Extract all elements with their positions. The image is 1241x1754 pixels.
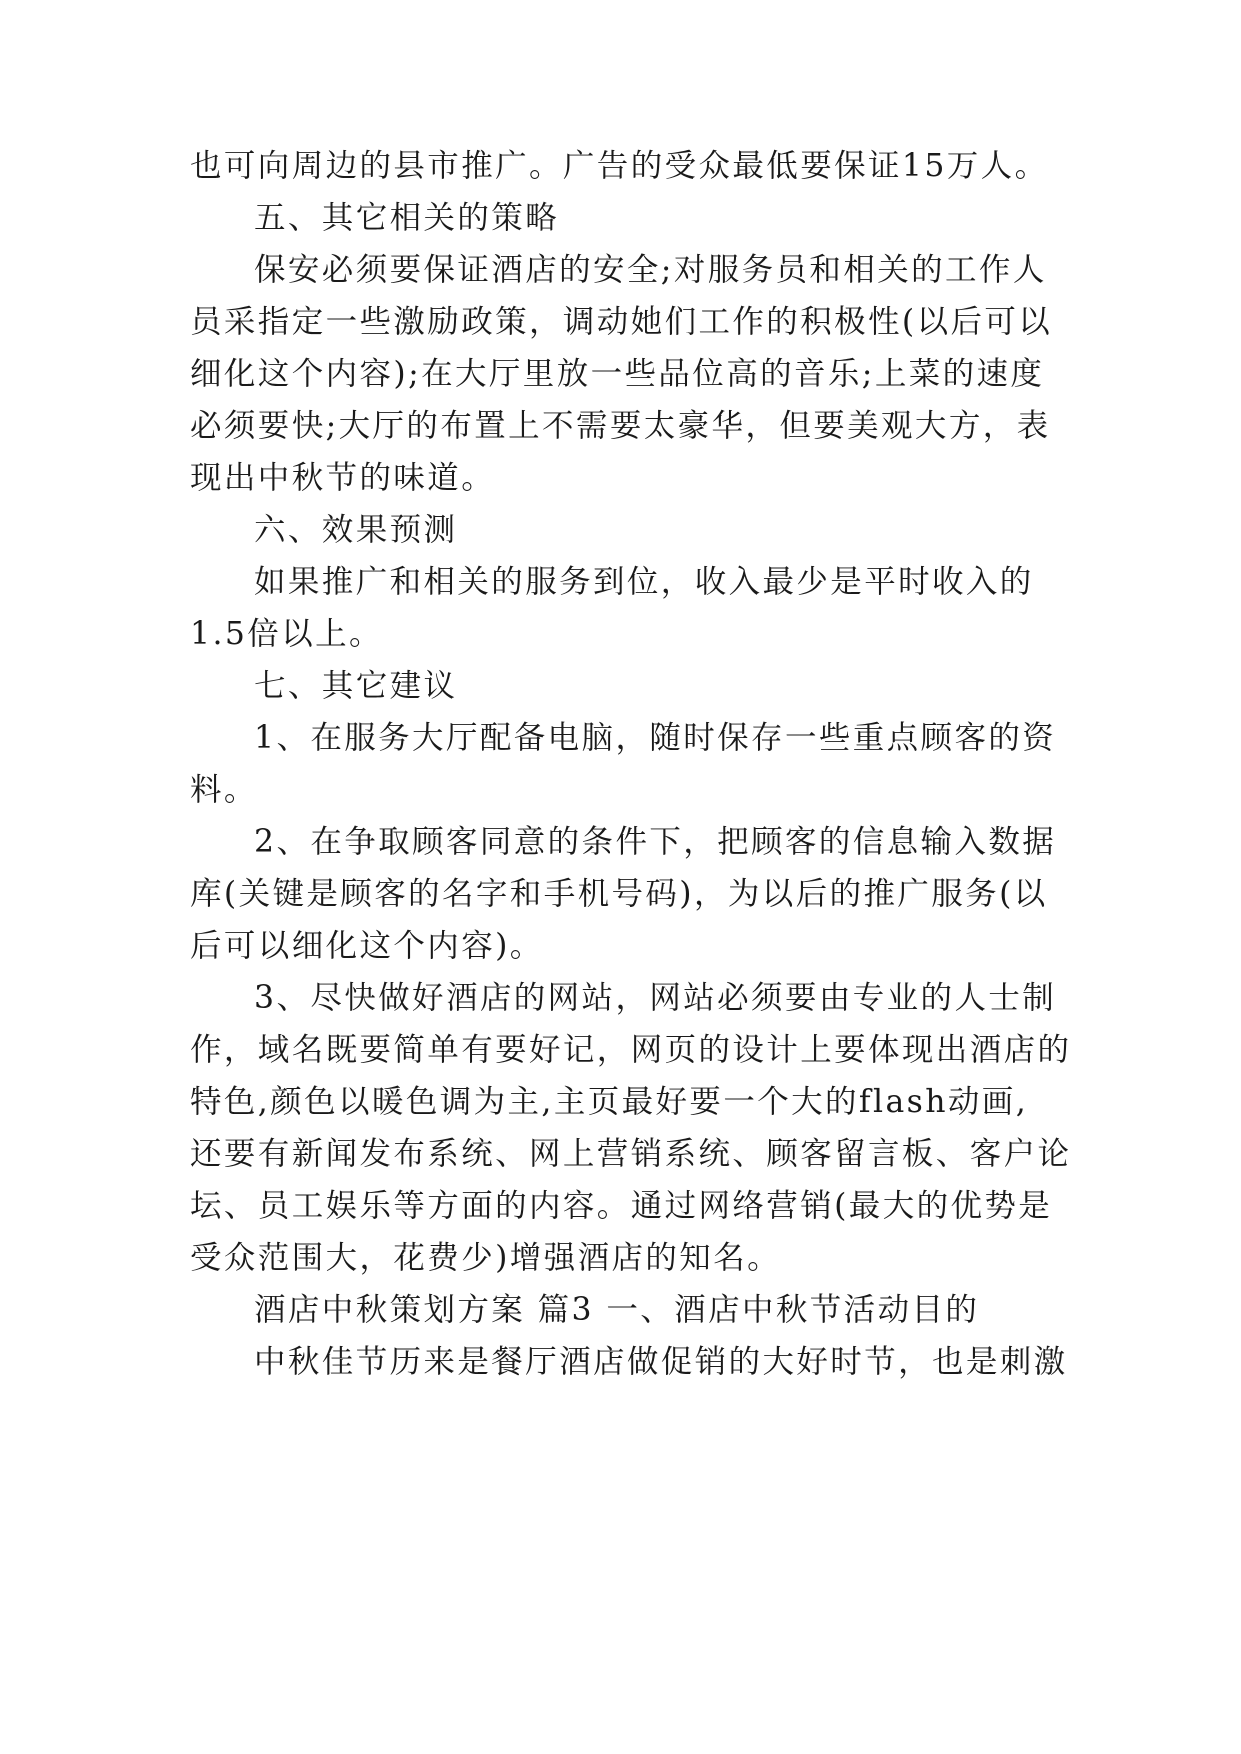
section-heading: 七、其它建议: [254, 668, 458, 704]
paragraph-line: 2、在争取顾客同意的条件下，把顾客的信息输入数据: [254, 824, 1057, 860]
section-heading: 酒店中秋策划方案 篇3 一、酒店中秋节活动目的: [254, 1292, 980, 1328]
document-page: [190, 0, 1070, 1754]
paragraph-line: 后可以细化这个内容)。: [190, 928, 544, 964]
paragraph-line: 1、在服务大厅配备电脑，随时保存一些重点顾客的资: [254, 720, 1057, 756]
section-heading: 五、其它相关的策略: [254, 200, 560, 236]
section-heading: 六、效果预测: [254, 512, 458, 548]
paragraph-line: 现出中秋节的味道。: [190, 460, 496, 496]
paragraph-line: 特色,颜色以暖色调为主,主页最好要一个大的flash动画,: [190, 1084, 1029, 1120]
paragraph-line: 还要有新闻发布系统、网上营销系统、顾客留言板、客户论: [190, 1136, 1072, 1172]
paragraph-line: 员采指定一些激励政策，调动她们工作的积极性(以后可以: [190, 304, 1053, 340]
paragraph-line: 作，域名既要简单有要好记，网页的设计上要体现出酒店的: [190, 1032, 1072, 1068]
paragraph-line: 必须要快;大厅的布置上不需要太豪华，但要美观大方，表: [190, 408, 1051, 444]
paragraph-line: 如果推广和相关的服务到位，收入最少是平时收入的: [254, 564, 1034, 600]
paragraph-line: 坛、员工娱乐等方面的内容。通过网络营销(最大的优势是: [190, 1188, 1053, 1224]
paragraph-line: 受众范围大，花费少)增强酒店的知名。: [190, 1240, 781, 1276]
paragraph-line: 3、尽快做好酒店的网站，网站必须要由专业的人士制: [254, 980, 1057, 1016]
paragraph-line: 细化这个内容);在大厅里放一些品位高的音乐;上菜的速度: [190, 356, 1045, 392]
paragraph-line: 中秋佳节历来是餐厅酒店做促销的大好时节，也是刺激: [254, 1344, 1068, 1380]
paragraph-line: 1.5倍以上。: [190, 616, 383, 652]
paragraph-line: 料。: [190, 772, 258, 808]
paragraph-line: 保安必须要保证酒店的安全;对服务员和相关的工作人: [254, 252, 1047, 288]
paragraph-line: 库(关键是顾客的名字和手机号码)，为以后的推广服务(以: [190, 876, 1048, 912]
paragraph-line: 也可向周边的县市推广。广告的受众最低要保证15万人。: [190, 148, 1049, 184]
